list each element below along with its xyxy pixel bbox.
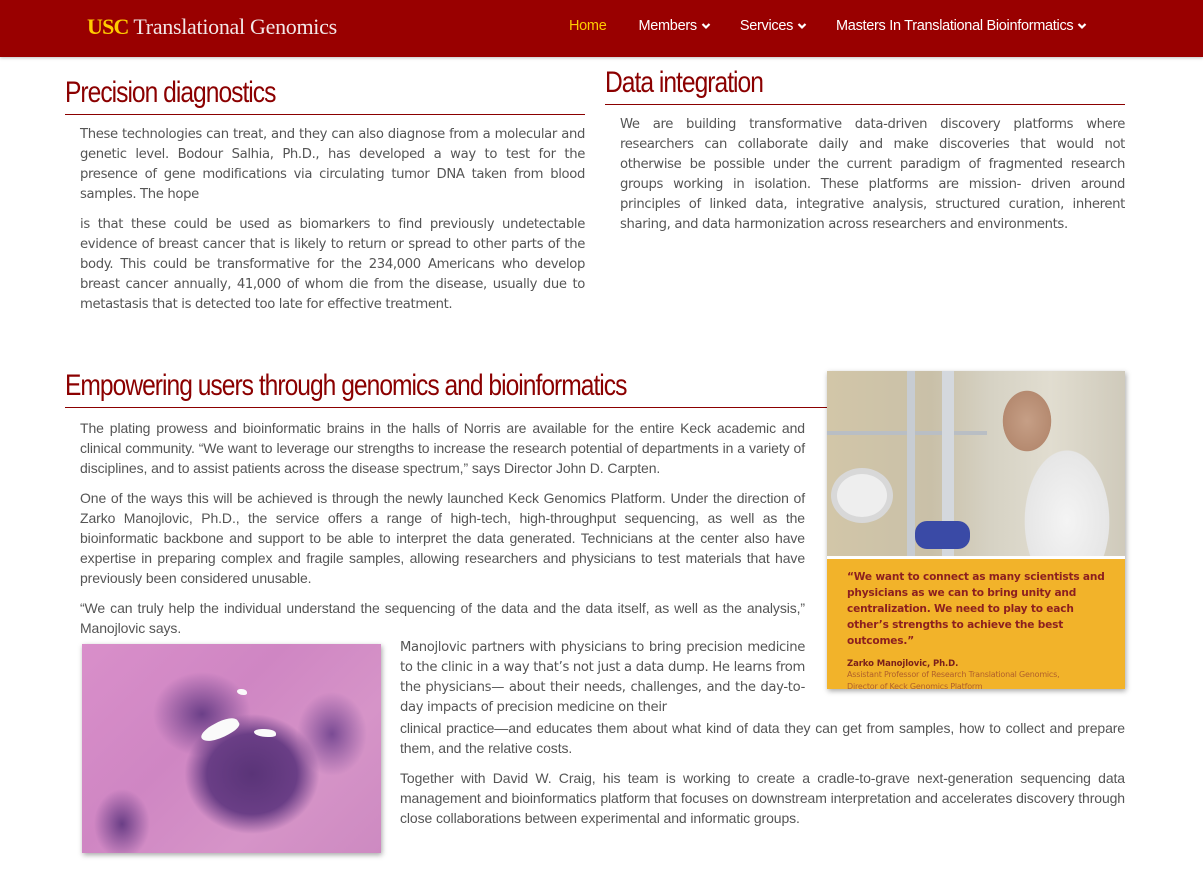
- divider: [65, 114, 585, 115]
- chevron-down-icon: [797, 21, 807, 31]
- precision-diagnostics-heading: Precision diagnostics: [65, 76, 276, 109]
- quote-box: [827, 559, 1125, 689]
- site-logo[interactable]: [87, 14, 337, 40]
- data-integration-paragraph: We are building transformative data-driven discovery platforms where researchers can collaborate daily and make discoveries that would not otherwise be possible under the current paradigm of fragmented research groups working in isolation. These platforms are mission- driven around principles of linked data, integrative analysis, structured curation, inherent sharing, and data harmonization across researchers and environments.: [620, 117, 1125, 232]
- chevron-down-icon: [1077, 21, 1087, 31]
- empowering-paragraph-1: The plating prowess and bioinformatic brains in the halls of Norris are available for the entire Keck academic and clinical community. “We want to leverage our strengths to increase the research potential of departments in a variety of disciplines, and to assist patients across the disease spectrum,” says Director John D. Carpten.: [80, 420, 805, 476]
- precision-paragraph-1: These technologies can treat, and they can also diagnose from a molecular and genetic level. Bodour Salhia, Ph.D., has developed a way to test for the presence of gene modifications via circulating tumor DNA taken from blood samples. The hope: [80, 127, 585, 202]
- nav-members-label: Members: [638, 18, 697, 34]
- nav-masters[interactable]: [836, 18, 1087, 34]
- researcher-quote-card: [827, 371, 1125, 689]
- divider: [605, 104, 1125, 105]
- empowering-heading: Empowering users through genomics and bioinformatics: [65, 369, 627, 402]
- tissue-histology-image: [82, 644, 381, 853]
- logo-title: Translational Genomics: [128, 14, 337, 39]
- empowering-paragraph-3: “We can truly help the individual understand the sequencing of the data and the data itself, as well as the analysis,” Manojlovic says.: [80, 600, 805, 636]
- nav-services[interactable]: [740, 18, 807, 34]
- nav-home[interactable]: [569, 18, 606, 34]
- empowering-paragraph-6: Together with David W. Craig, his team is working to create a cradle-to-grave next-generation sequencing data management and bioinformatics platform that focuses on downstream interpretation and accelerates discovery through close collaborations between experimental and informatic groups.: [400, 770, 1125, 826]
- empowering-paragraph-4: Manojlovic partners with physicians to bring precision medicine to the clinic in a way that’s not just a data dump. He learns from the physicians— about their needs, challenges, and the day-to-day impacts of precision medicine on their: [400, 640, 805, 715]
- chevron-down-icon: [701, 21, 711, 31]
- quote-role-2: Director of Keck Genomics Platform: [847, 682, 983, 689]
- top-navbar: [0, 0, 1203, 57]
- quote-role-1: Assistant Professor of Research Translational Genomics,: [847, 670, 1060, 679]
- data-integration-heading: Data integration: [605, 66, 763, 99]
- nav-services-label: Services: [739, 18, 794, 34]
- quote-author: Zarko Manojlovic, Ph.D.: [847, 659, 959, 669]
- nav-home-label: Home: [569, 18, 607, 34]
- empowering-paragraph-5: clinical practice—and educates them about what kind of data they can get from samples, how to collect and prepare them, and the relative costs.: [400, 720, 1125, 756]
- nav-masters-label: Masters In Translational Bioinformatics: [836, 18, 1074, 34]
- main-nav: [569, 18, 1087, 34]
- divider: [65, 407, 827, 408]
- quote-text: “We want to connect as many scientists and physicians as we can to bring unity and centralization. We need to play to each other’s strengths to achieve the best outcomes.”: [847, 571, 1105, 647]
- precision-paragraph-2: is that these could be used as biomarkers to find previously undetectable evidence of breast cancer that is likely to return or spread to other parts of the body. This could be transformative for the 234,000 Americans who develop breast cancer annually, 41,000 of whom die from the disease, usually due to metastasis that is detected too late for effective treatment.: [80, 217, 585, 312]
- empowering-paragraph-2: One of the ways this will be achieved is through the newly launched Keck Genomics Platform. Under the direction of Zarko Manojlovic, Ph.D., the service offers a range of high-tech, high-throughput sequencing, as well as the bioinformatic backbone and support to be able to interpret the data generated. Technicians at the center also have expertise in preparing complex and fragile samples, allowing researchers and physicians to test materials that have previously been considered unusable.: [80, 490, 805, 586]
- nav-members[interactable]: [638, 18, 710, 34]
- researcher-photo: [827, 371, 1125, 556]
- logo-usc: USC: [87, 14, 129, 39]
